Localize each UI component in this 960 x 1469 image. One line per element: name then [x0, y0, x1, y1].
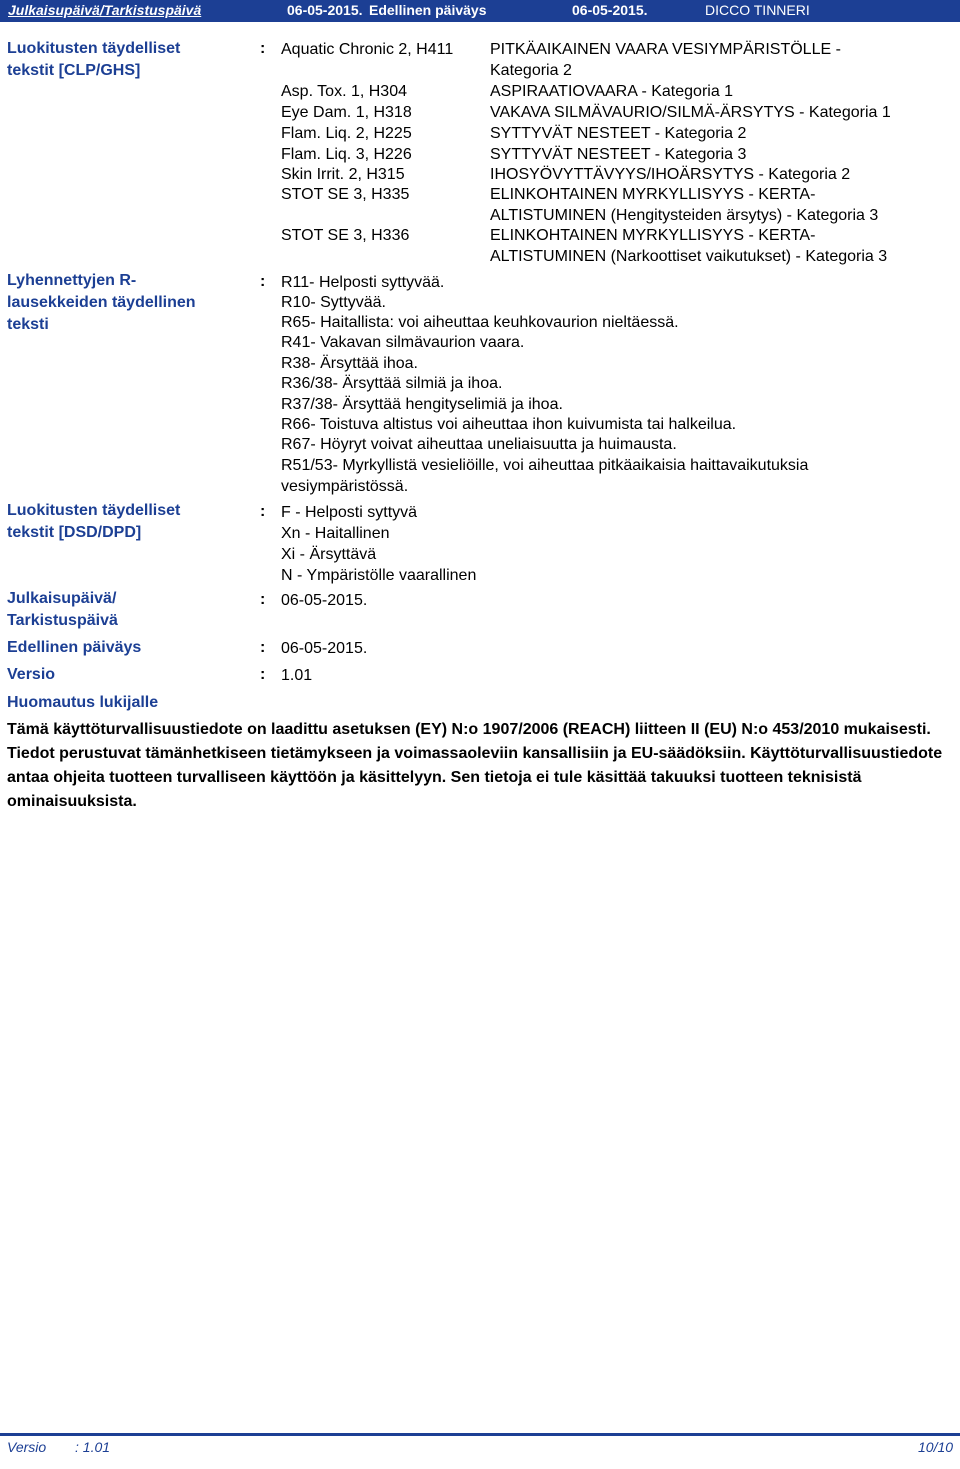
clp-desc: SYTTYVÄT NESTEET - Kategoria 3	[490, 146, 747, 163]
header-title: Julkaisupäivä/Tarkistuspäivä	[8, 2, 202, 18]
previous-date-colon: :	[260, 639, 266, 656]
clp-desc: PITKÄAIKAINEN VAARA VESIYMPÄRISTÖLLE -	[490, 41, 841, 58]
previous-date-label: Edellinen päiväys	[7, 639, 142, 656]
publication-label-line: Julkaisupäivä/	[7, 590, 117, 607]
previous-date-value: 06-05-2015.	[281, 640, 368, 657]
r-phrase-item-continued: vesiympäristössä.	[281, 478, 409, 495]
r-phrase-item: R11- Helposti syttyvää.	[281, 274, 445, 291]
r-phrase-item: R41- Vakavan silmävaurion vaara.	[281, 334, 525, 351]
clp-desc: ELINKOHTAINEN MYRKYLLISYYS - KERTA-	[490, 186, 816, 203]
header-previous-date: 06-05-2015.	[572, 2, 648, 18]
clp-code: STOT SE 3, H336	[281, 227, 410, 244]
clp-code: STOT SE 3, H335	[281, 186, 410, 203]
clp-section-label	[7, 38, 242, 82]
dsd-label-line: Luokitusten täydelliset	[7, 502, 181, 519]
notice-text: Tämä käyttöturvallisuustiedote on laadittu asetuksen (EY) N:o 1907/2006 (REACH) liitteen II (EU) N:o 453/2010 mukaisesti. Tiedot perustuvat tämänhetkiseen tietämykseen ja voimassaoleviin kansallisiin ja EU-säädöksiin. Käyttöturvallisuustiedote antaa ohjeita tuotteen turvalliseen käyttöön ja käsittelyyn. Sen tietoja ei tule käsittää takuuksi tuotteen teknisistä ominaisuuksista.	[7, 721, 943, 810]
header-product-name: DICCO TINNERI	[705, 2, 810, 18]
dsd-item: F - Helposti syttyvä	[281, 504, 418, 521]
r-phrases-section-label	[7, 270, 242, 336]
footer-version-label: Versio	[7, 1439, 47, 1455]
dsd-item: Xi - Ärsyttävä	[281, 546, 377, 563]
clp-desc: SYTTYVÄT NESTEET - Kategoria 2	[490, 125, 747, 142]
dsd-label-line: tekstit [DSD/DPD]	[7, 524, 142, 541]
header-publication-date: 06-05-2015.	[287, 2, 363, 18]
r-phrase-item: R67- Höyryt voivat aiheuttaa uneliaisuutta ja huimausta.	[281, 436, 677, 453]
r-phrase-item: R36/38- Ärsyttää silmiä ja ihoa.	[281, 375, 503, 392]
publication-date-label	[7, 588, 242, 632]
clp-desc: ASPIRAATIOVAARA - Kategoria 1	[490, 83, 734, 100]
publication-label-line: Tarkistuspäivä	[7, 612, 118, 629]
clp-desc-continued: ALTISTUMINEN (Narkoottiset vaikutukset) - Kategoria 3	[490, 248, 888, 265]
header-previous-label: Edellinen päiväys	[369, 2, 487, 18]
page-header-bar	[0, 0, 960, 22]
dsd-section-label	[7, 500, 242, 544]
dsd-item: Xn - Haitallinen	[281, 525, 390, 542]
r-phrase-item: R65- Haitallista: voi aiheuttaa keuhkovaurion nieltäessä.	[281, 314, 679, 331]
r-phrase-item: R66- Toistuva altistus voi aiheuttaa ihon kuivumista tai halkeilua.	[281, 416, 737, 433]
footer-divider	[0, 1433, 960, 1436]
r-phrases-colon: :	[260, 273, 266, 290]
clp-desc-continued: ALTISTUMINEN (Hengitysteiden ärsytys) - Kategoria 3	[490, 207, 879, 224]
clp-colon: :	[260, 40, 266, 57]
clp-code: Skin Irrit. 2, H315	[281, 166, 405, 183]
r-phrases-label-line: lausekkeiden täydellinen	[7, 294, 196, 311]
publication-date-value: 06-05-2015.	[281, 592, 368, 609]
clp-code: Eye Dam. 1, H318	[281, 104, 412, 121]
r-phrase-item: R51/53- Myrkyllistä vesieliöille, voi aiheuttaa pitkäaikaisia haittavaikutuksia	[281, 457, 809, 474]
r-phrase-item: R10- Syttyvää.	[281, 294, 386, 311]
clp-desc: IHOSYÖVYTTÄVYYS/IHOÄRSYTYS - Kategoria 2	[490, 166, 851, 183]
clp-desc: VAKAVA SILMÄVAURIO/SILMÄ-ÄRSYTYS - Kategoria 1	[490, 104, 891, 121]
clp-desc: ELINKOHTAINEN MYRKYLLISYYS - KERTA-	[490, 227, 816, 244]
footer-version-value: : 1.01	[75, 1439, 111, 1455]
clp-code: Flam. Liq. 2, H225	[281, 125, 412, 142]
r-phrase-item: R38- Ärsyttää ihoa.	[281, 355, 418, 372]
clp-code: Asp. Tox. 1, H304	[281, 83, 407, 100]
clp-code: Aquatic Chronic 2, H411	[281, 41, 454, 58]
r-phrases-label-line: Lyhennettyjen R-	[7, 272, 137, 289]
notice-heading: Huomautus lukijalle	[7, 694, 159, 711]
footer-page-number: 10/10	[918, 1439, 954, 1455]
version-value: 1.01	[281, 667, 313, 684]
r-phrase-item: R37/38- Ärsyttää hengityselimiä ja ihoa.	[281, 396, 563, 413]
dsd-item: N - Ympäristölle vaarallinen	[281, 567, 477, 584]
clp-code: Flam. Liq. 3, H226	[281, 146, 412, 163]
publication-colon: :	[260, 591, 266, 608]
version-label: Versio	[7, 666, 56, 683]
clp-label-line: Luokitusten täydelliset	[7, 40, 181, 57]
clp-label-line: tekstit [CLP/GHS]	[7, 62, 141, 79]
r-phrases-label-line: teksti	[7, 316, 49, 333]
version-colon: :	[260, 666, 266, 683]
dsd-colon: :	[260, 503, 266, 520]
clp-desc-continued: Kategoria 2	[490, 62, 572, 79]
